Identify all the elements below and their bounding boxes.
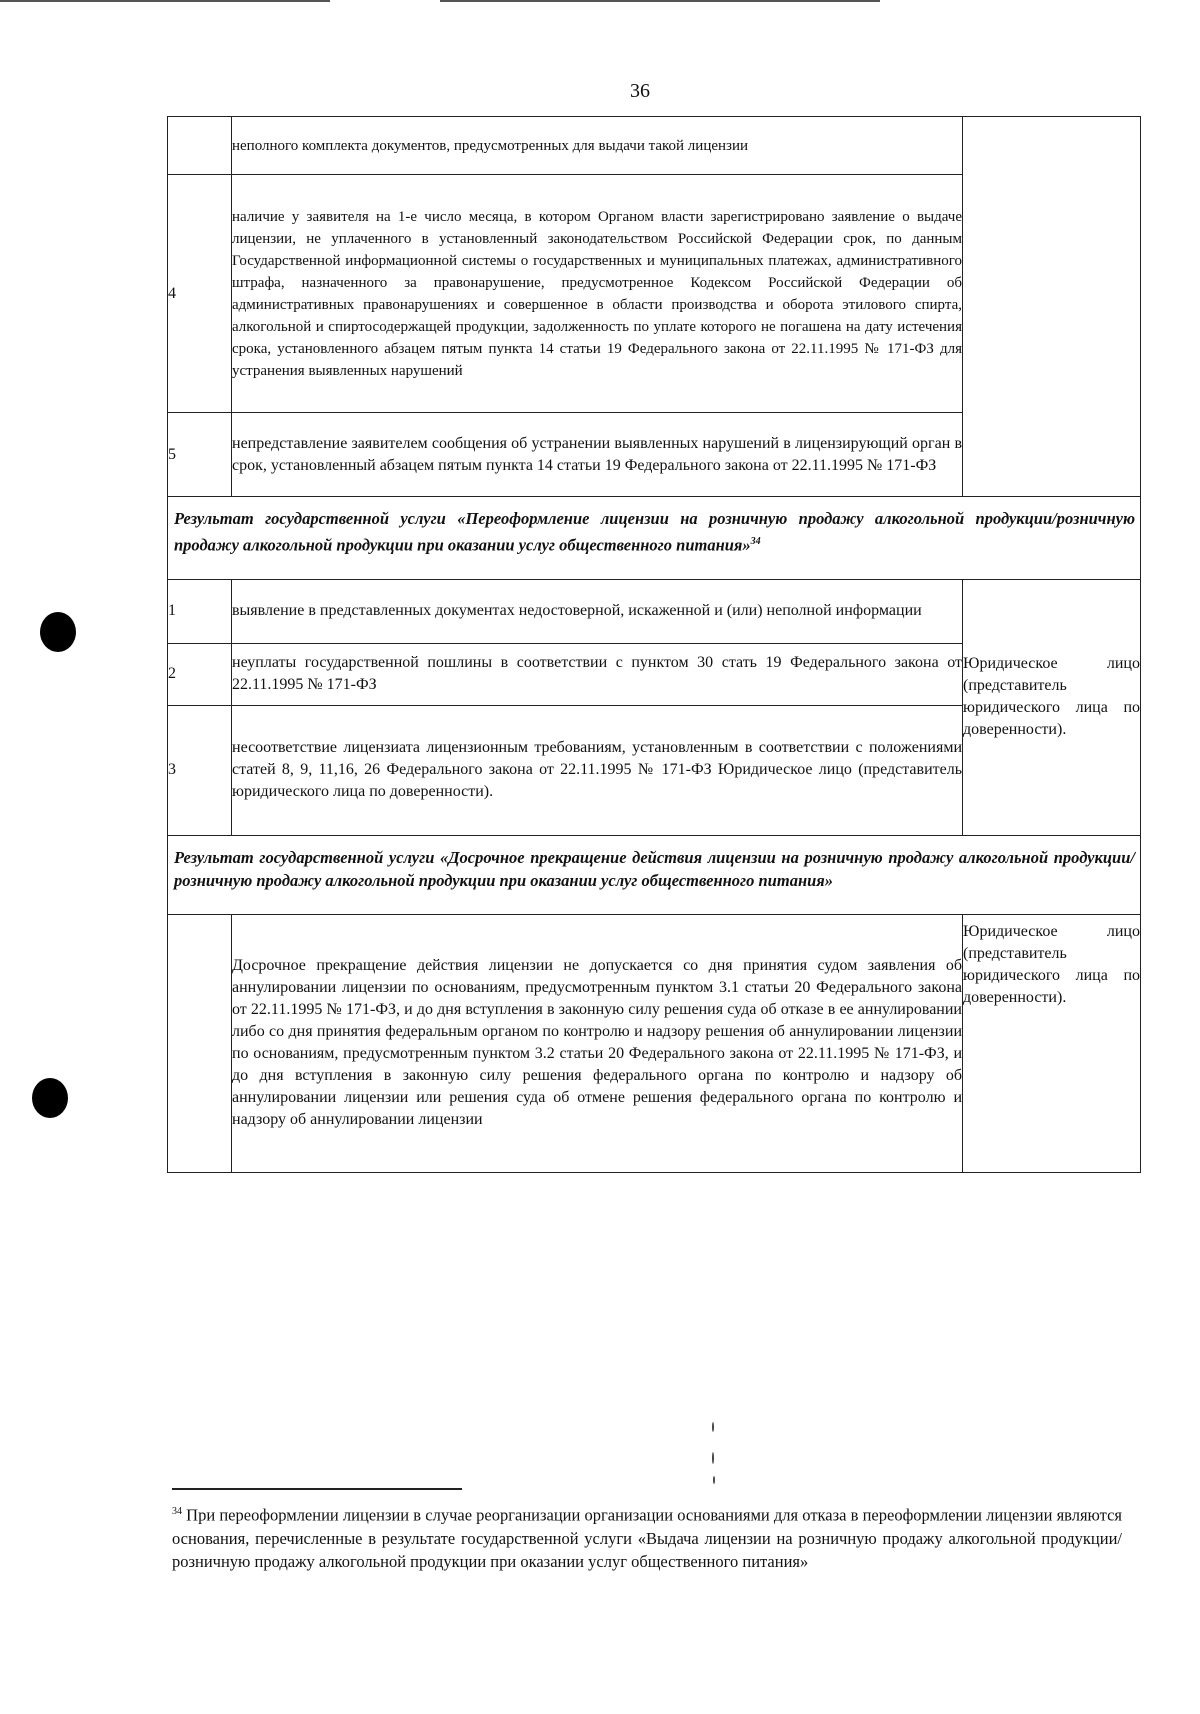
row-text: несоответствие лицензиата лицензионным требованиям, установленным в соответствии с положениями статей 8, 9, 11,16, 26 Федерального закона от 22.11.1995 № 171-ФЗ Юридическое лицо (представитель юридического лица по доверенности). bbox=[232, 705, 963, 835]
row-number bbox=[168, 914, 232, 1172]
grounds-table bbox=[167, 116, 1141, 1173]
section-title-text: Результат государственной услуги «Досрочное прекращение действия лицензии на розничную продажу алкогольной продукции/розничную продажу алкогольной продукции при оказании услуг общественного питания» bbox=[174, 847, 1135, 890]
row-number: 3 bbox=[168, 705, 232, 835]
section-title-text: Результат государственной услуги «Переоформление лицензии на розничную продажу алкогольной продукции/розничную продажу алкогольной продукции при оказании услуг общественного питания» bbox=[174, 509, 1135, 555]
row-number bbox=[168, 117, 232, 175]
footnote-number: 34 bbox=[172, 1506, 182, 1517]
row-text: наличие у заявителя на 1-е число месяца, в котором Органом власти зарегистрировано заявление о выдаче лицензии, не уплаченного в установленный законодательством Российской Федерации срок, по данным Государственной информационной системы о государственных и муниципальных платежах, административного штрафа, назначенного за правонарушение, предусмотренное Кодексом Российской Федерации об административных правонарушениях и совершенное в области производства и оборота этилового спирта, алкогольной и спиртосодержащей продукции, задолженность по уплате которого не погашена на дату истечения срока, установленного абзацем пятым пункта 14 статьи 19 Федерального закона от 22.11.1995 № 171-ФЗ для устранения выявленных нарушений bbox=[232, 175, 963, 413]
applicant-cell bbox=[963, 914, 1141, 1172]
row-number: 5 bbox=[168, 413, 232, 497]
scan-speck bbox=[712, 1452, 714, 1464]
applicant-cell-empty bbox=[963, 117, 1141, 497]
punch-hole bbox=[40, 612, 76, 652]
punch-hole bbox=[32, 1078, 68, 1118]
section-header bbox=[168, 497, 1141, 580]
applicant-cell bbox=[963, 579, 1141, 835]
scan-speck bbox=[712, 1422, 714, 1432]
row-number: 4 bbox=[168, 175, 232, 413]
row-text: выявление в представленных документах недостоверной, искаженной и (или) неполной информации bbox=[232, 579, 963, 643]
row-text: неуплаты государственной пошлины в соответствии с пунктом 30 стать 19 Федерального закона от 22.11.1995 № 171-ФЗ bbox=[232, 643, 963, 705]
table-row bbox=[168, 914, 1141, 1172]
scan-edge-line bbox=[440, 0, 880, 2]
footnote-text: При переоформлении лицензии в случае реорганизации организации основаниями для отказа в переоформлении лицензии являются основания, перечисленные в результате государственной услуги «Выдача лицензии на розничную продажу алкогольной продукции/розничную продажу алкогольной продукции при оказании услуг общественного питания» bbox=[172, 1505, 1122, 1571]
footnote bbox=[172, 1500, 1122, 1573]
footnote-divider bbox=[172, 1488, 462, 1490]
scan-edge-line bbox=[0, 0, 330, 2]
page-number: 36 bbox=[630, 80, 650, 102]
row-number: 2 bbox=[168, 643, 232, 705]
row-number: 1 bbox=[168, 579, 232, 643]
row-text: непредставление заявителем сообщения об устранении выявленных нарушений в лицензирующий орган в срок, установленный абзацем пятым пункта 14 статьи 19 Федерального закона от 22.11.1995 № 171-ФЗ bbox=[232, 413, 963, 497]
row-text: неполного комплекта документов, предусмотренных для выдачи такой лицензии bbox=[232, 117, 963, 175]
scan-speck bbox=[713, 1476, 715, 1484]
row-text: Досрочное прекращение действия лицензии не допускается со дня принятия судом заявления об аннулировании лицензии по основаниям, предусмотренным пунктом 3.1 статьи 20 Федерального закона от 22.11.1995 № 171-ФЗ, и до дня вступления в законную силу решения суда об отказе в ее аннулировании либо со дня принятия федеральным органом по контролю и надзору решения об аннулировании лицензии по основаниям, предусмотренным пунктом 3.2 статьи 20 Федерального закона от 22.11.1995 № 171-ФЗ, и до дня вступления в законную силу решения федерального органа по контролю и надзору об аннулировании лицензии или решения суда об отмене решения федерального органа по контролю и надзору об аннулировании лицензии bbox=[232, 914, 963, 1172]
section-title bbox=[168, 835, 1141, 914]
section-title bbox=[168, 497, 1141, 580]
table-row bbox=[168, 117, 1141, 175]
applicant-text: Юридическое лицо (представитель юридического лица по доверенности). bbox=[963, 655, 1140, 738]
table-row bbox=[168, 579, 1141, 643]
section-header bbox=[168, 835, 1141, 914]
applicant-text: Юридическое лицо (представитель юридического лица по доверенности). bbox=[963, 922, 1140, 1006]
footnote-ref: 34 bbox=[750, 536, 761, 547]
